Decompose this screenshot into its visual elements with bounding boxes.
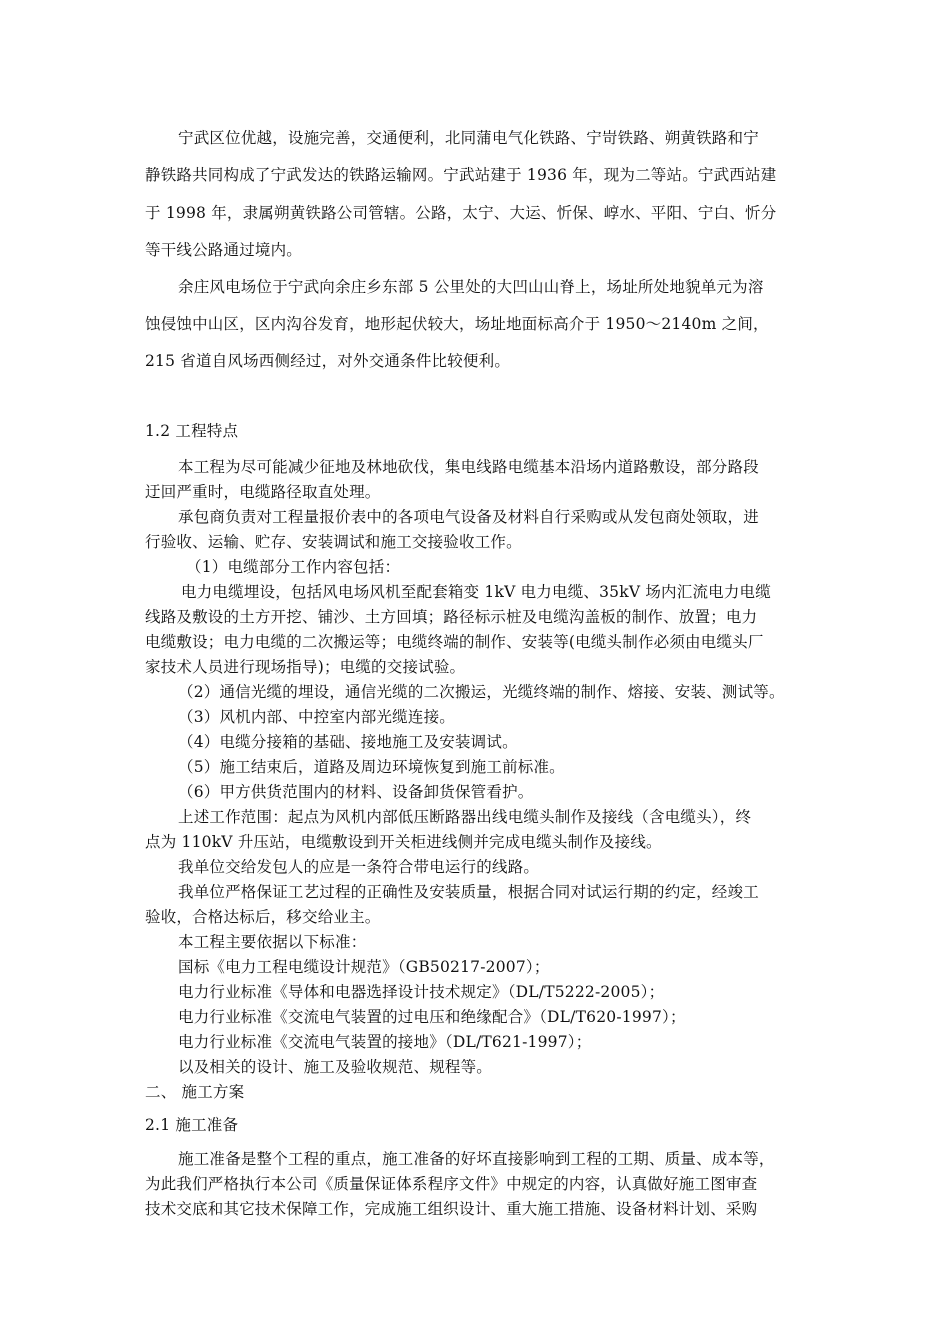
- section-heading: 1.2 工程特点: [145, 422, 239, 440]
- list-item: （5）施工结束后，道路及周边环境恢复到施工前标准。: [178, 758, 565, 776]
- standard-item: 电力行业标准《交流电气装置的过电压和绝缘配合》（DL/T620-1997）；: [178, 1008, 686, 1026]
- paragraph-line: 我单位交给发包人的应是一条符合带电运行的线路。: [178, 858, 540, 876]
- paragraph-line: 电力电缆埋设，包括风电场风机至配套箱变 1kV 电力电缆、35kV 场内汇流电力电缆: [181, 583, 771, 601]
- section-heading: 2.1 施工准备: [145, 1116, 239, 1134]
- standard-item: 国标《电力工程电缆设计规范》（GB50217-2007）；: [178, 958, 550, 976]
- list-item: （4）电缆分接箱的基础、接地施工及安装调试。: [178, 733, 518, 751]
- paragraph-line: 本工程为尽可能减少征地及林地砍伐，集电线路电缆基本沿场内道路敷设，部分路段: [178, 458, 759, 476]
- paragraph-line: 承包商负责对工程量报价表中的各项电气设备及材料自行采购或从发包商处领取，进: [178, 508, 759, 526]
- paragraph-line: 上述工作范围：起点为风机内部低压断路器出线电缆头制作及接线（含电缆头），终: [178, 808, 752, 826]
- standard-item: 电力行业标准《交流电气装置的接地》（DL/T621-1997）；: [178, 1033, 592, 1051]
- list-item: （2）通信光缆的埋设，通信光缆的二次搬运，光缆终端的制作、熔接、安装、测试等。: [178, 683, 785, 701]
- paragraph-line: 行验收、运输、贮存、安装调试和施工交接验收工作。: [145, 533, 522, 551]
- paragraph-line: 线路及敷设的土方开挖、铺沙、土方回填；路径标示桩及电缆沟盖板的制作、放置；电力: [145, 608, 758, 626]
- paragraph-line: 为此我们严格执行本公司《质量保证体系程序文件》中规定的内容，认真做好施工图审查: [145, 1175, 758, 1193]
- paragraph-line: 迂回严重时，电缆路径取直处理。: [145, 483, 381, 501]
- list-item: （3）风机内部、中控室内部光缆连接。: [178, 708, 455, 726]
- paragraph-line: 电缆敷设；电力电缆的二次搬运等；电缆终端的制作、安装等(电缆头制作必须由电缆头厂: [145, 633, 764, 651]
- paragraph-line: 我单位严格保证工艺过程的正确性及安装质量，根据合同对试运行期的约定，经竣工: [178, 883, 759, 901]
- list-item: （6）甲方供货范围内的材料、设备卸货保管看护。: [178, 783, 534, 801]
- paragraph-line: 215 省道自风场西侧经过，对外交通条件比较便利。: [145, 352, 511, 370]
- paragraph-line: 余庄风电场位于宁武向余庄乡东部 5 公里处的大凹山山脊上，场址所处地貌单元为溶: [178, 278, 764, 296]
- paragraph-line: 宁武区位优越，设施完善，交通便利，北同蒲电气化铁路、宁岢铁路、朔黄铁路和宁: [178, 129, 759, 147]
- paragraph-line: 以及相关的设计、施工及验收规范、规程等。: [178, 1058, 493, 1076]
- paragraph-line: 本工程主要依据以下标准：: [178, 933, 367, 951]
- chapter-heading: 二、 施工方案: [145, 1083, 245, 1101]
- paragraph-line: 家技术人员进行现场指导)；电缆的交接试验。: [145, 658, 466, 676]
- paragraph-line: 静铁路共同构成了宁武发达的铁路运输网。宁武站建于 1936 年，现为二等站。宁武西站建: [145, 166, 777, 184]
- paragraph-line: 技术交底和其它技术保障工作，完成施工组织设计、重大施工措施、设备材料计划、采购: [145, 1200, 758, 1218]
- paragraph-line: 验收，合格达标后，移交给业主。: [145, 908, 381, 926]
- paragraph-line: 于 1998 年，隶属朔黄铁路公司管辖。公路，太宁、大运、忻保、崞水、平阳、宁白、忻分: [145, 204, 777, 222]
- paragraph-line: 施工准备是整个工程的重点，施工准备的好坏直接影响到工程的工期、质量、成本等，: [178, 1150, 775, 1168]
- standard-item: 电力行业标准《导体和电器选择设计技术规定》（DL/T5222-2005）；: [178, 983, 665, 1001]
- paragraph-line: 等干线公路通过境内。: [145, 241, 303, 259]
- paragraph-line: 蚀侵蚀中山区，区内沟谷发育，地形起伏较大，场址地面标高介于 1950～2140m 之间，: [145, 315, 769, 333]
- paragraph-line: 点为 110kV 升压站，电缆敷设到开关柜进线侧并完成电缆头制作及接线。: [145, 833, 662, 851]
- list-item: （1）电缆部分工作内容包括：: [186, 558, 401, 576]
